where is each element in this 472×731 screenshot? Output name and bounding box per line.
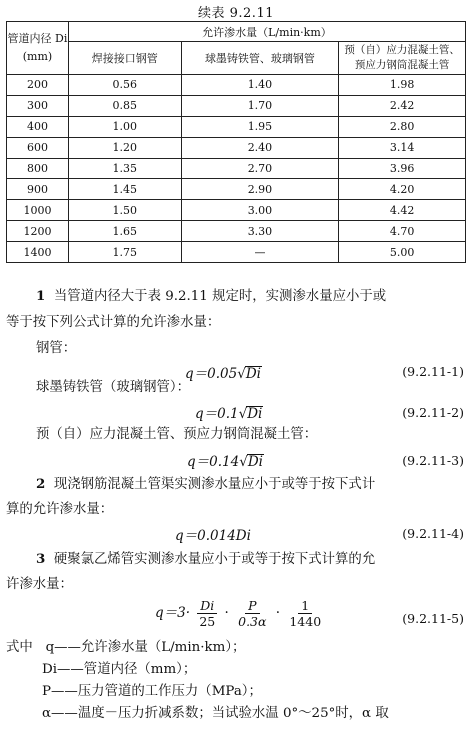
formula-prestressed-lhs: q＝0.14 bbox=[187, 454, 240, 470]
fraction-1-1440 bbox=[286, 598, 324, 629]
table-cell: 1.45 bbox=[68, 179, 181, 200]
table-body bbox=[7, 75, 466, 263]
prestressed-label: 预（自）应力混凝土管、预应力钢筒混凝土管： bbox=[36, 427, 318, 442]
item3-line1 bbox=[36, 550, 375, 569]
defs-intro: 式中 bbox=[6, 640, 33, 655]
fraction-di-25 bbox=[196, 598, 218, 629]
col-header-ductile-iron: 球墨铸铁管、玻璃钢管 bbox=[181, 42, 339, 75]
table-row bbox=[7, 116, 466, 137]
item1-line1 bbox=[36, 287, 386, 306]
fraction-3-num: 1 bbox=[298, 598, 312, 614]
table-cell: 1200 bbox=[7, 221, 69, 242]
col-header-diameter: 管道内径 Di (mm) bbox=[7, 22, 69, 75]
table-cell: 900 bbox=[7, 179, 69, 200]
table-cell: 600 bbox=[7, 137, 69, 158]
table-cell: 1.35 bbox=[68, 158, 181, 179]
table-cell: 300 bbox=[7, 95, 69, 116]
formula-ductile bbox=[195, 402, 263, 422]
fraction-2-num: P bbox=[245, 598, 259, 614]
fraction-2-den: 0.3α bbox=[238, 614, 267, 629]
table-cell: 1.98 bbox=[339, 75, 466, 96]
eqno-1: (9.2.11-1) bbox=[402, 364, 464, 379]
table-row bbox=[7, 95, 466, 116]
eqno-4: (9.2.11-4) bbox=[402, 526, 464, 541]
item3-line2: 许渗水量： bbox=[6, 577, 73, 592]
formula-steel bbox=[185, 362, 262, 382]
formula-cast-text: q＝0.014Di bbox=[175, 528, 251, 544]
table-cell: 5.00 bbox=[339, 242, 466, 263]
sqrt-sign: √ bbox=[237, 366, 246, 382]
table-title: 续表 9.2.11 bbox=[198, 6, 274, 21]
table-cell: 400 bbox=[7, 116, 69, 137]
table-row bbox=[7, 158, 466, 179]
table-cell: — bbox=[181, 242, 339, 263]
def-q: q——允许渗水量（L/min·km）； bbox=[45, 640, 246, 655]
col-header-welded-steel: 焊接接口钢管 bbox=[68, 42, 181, 75]
table-row bbox=[7, 200, 466, 221]
formula-prestressed-arg: Di bbox=[247, 454, 263, 470]
table-cell: 2.70 bbox=[181, 158, 339, 179]
sqrt-sign: √ bbox=[238, 406, 248, 422]
table-cell: 3.96 bbox=[339, 158, 466, 179]
table-cell: 2.90 bbox=[181, 179, 339, 200]
table-cell: 4.42 bbox=[339, 200, 466, 221]
formula-cast bbox=[175, 524, 251, 544]
dot-1: · bbox=[224, 605, 229, 621]
table-row bbox=[7, 137, 466, 158]
item3-text1: 硬聚氯乙烯管实测渗水量应小于或等于按下式计算的允 bbox=[53, 552, 376, 567]
table-cell: 1.50 bbox=[68, 200, 181, 221]
table-cell: 0.56 bbox=[68, 75, 181, 96]
item2-line2: 算的允许渗水量： bbox=[6, 502, 114, 517]
table-cell: 1.00 bbox=[68, 116, 181, 137]
def-q-line bbox=[6, 637, 389, 659]
table-cell: 0.85 bbox=[68, 95, 181, 116]
table-cell: 4.70 bbox=[339, 221, 466, 242]
formula-ductile-lhs: q＝0.1 bbox=[195, 406, 239, 422]
table-cell: 3.14 bbox=[339, 137, 466, 158]
table-cell: 1.95 bbox=[181, 116, 339, 137]
table-cell: 2.80 bbox=[339, 116, 466, 137]
formula-pvc-prefix: q＝3· bbox=[155, 605, 191, 621]
dot-2: · bbox=[275, 605, 281, 621]
table-cell: 200 bbox=[7, 75, 69, 96]
fraction-p-alpha bbox=[235, 598, 269, 629]
item1-line2: 等于按下列公式计算的允许渗水量： bbox=[6, 315, 221, 330]
table-cell: 1.20 bbox=[68, 137, 181, 158]
table-cell: 3.30 bbox=[181, 221, 339, 242]
formula-prestressed bbox=[187, 450, 264, 470]
item1-number: 1 bbox=[36, 288, 46, 304]
table-cell: 2.42 bbox=[339, 95, 466, 116]
group-header-seepage: 允许渗水量（L/min·km） bbox=[68, 22, 465, 42]
item2-text1: 现浇钢筋混凝土管渠实测渗水量应小于或等于按下式计 bbox=[53, 477, 376, 492]
table-cell: 1.40 bbox=[181, 75, 339, 96]
table-cell: 800 bbox=[7, 158, 69, 179]
ductile-label: 球墨铸铁管（玻璃钢管）： bbox=[36, 380, 190, 395]
formula-steel-lhs: q＝0.05 bbox=[185, 366, 238, 382]
formula-ductile-arg: Di bbox=[247, 406, 263, 422]
sqrt-sign: √ bbox=[239, 454, 248, 470]
item2-line1 bbox=[36, 475, 375, 494]
def-alpha: α——温度－压力折减系数；当试验水温 0°～25°时，α 取 bbox=[42, 706, 389, 721]
table-cell: 2.40 bbox=[181, 137, 339, 158]
formula-steel-arg: Di bbox=[245, 366, 261, 382]
table-cell: 4.20 bbox=[339, 179, 466, 200]
table-cell: 3.00 bbox=[181, 200, 339, 221]
table-cell: 1.65 bbox=[68, 221, 181, 242]
eqno-5: (9.2.11-5) bbox=[402, 611, 464, 626]
table-row bbox=[7, 221, 466, 242]
table-cell: 1.75 bbox=[68, 242, 181, 263]
eqno-2: (9.2.11-2) bbox=[402, 405, 464, 420]
def-di: Di——管道内径（mm）； bbox=[42, 662, 197, 677]
table-row bbox=[7, 179, 466, 200]
eqno-3: (9.2.11-3) bbox=[402, 453, 464, 468]
item2-number: 2 bbox=[36, 476, 46, 492]
item1-text1: 当管道内径大于表 9.2.11 规定时，实测渗水量应小于或 bbox=[53, 289, 387, 304]
table-cell: 1400 bbox=[7, 242, 69, 263]
table-row bbox=[7, 242, 466, 263]
definitions bbox=[6, 637, 389, 725]
fraction-1-den: 25 bbox=[199, 614, 216, 629]
formula-pvc bbox=[155, 598, 326, 629]
table-cell: 1.70 bbox=[181, 95, 339, 116]
seepage-table bbox=[6, 21, 466, 263]
table-row bbox=[7, 75, 466, 96]
fraction-1-num: Di bbox=[197, 598, 217, 614]
item3-number: 3 bbox=[36, 551, 46, 567]
def-p: P——压力管道的工作压力（MPa）； bbox=[42, 684, 262, 699]
steel-label: 钢管： bbox=[36, 341, 77, 356]
table-cell: 1000 bbox=[7, 200, 69, 221]
fraction-3-den: 1440 bbox=[289, 614, 322, 629]
col-header-prestressed: 预（自）应力混凝土管、 预应力钢筒混凝土管 bbox=[339, 42, 466, 75]
